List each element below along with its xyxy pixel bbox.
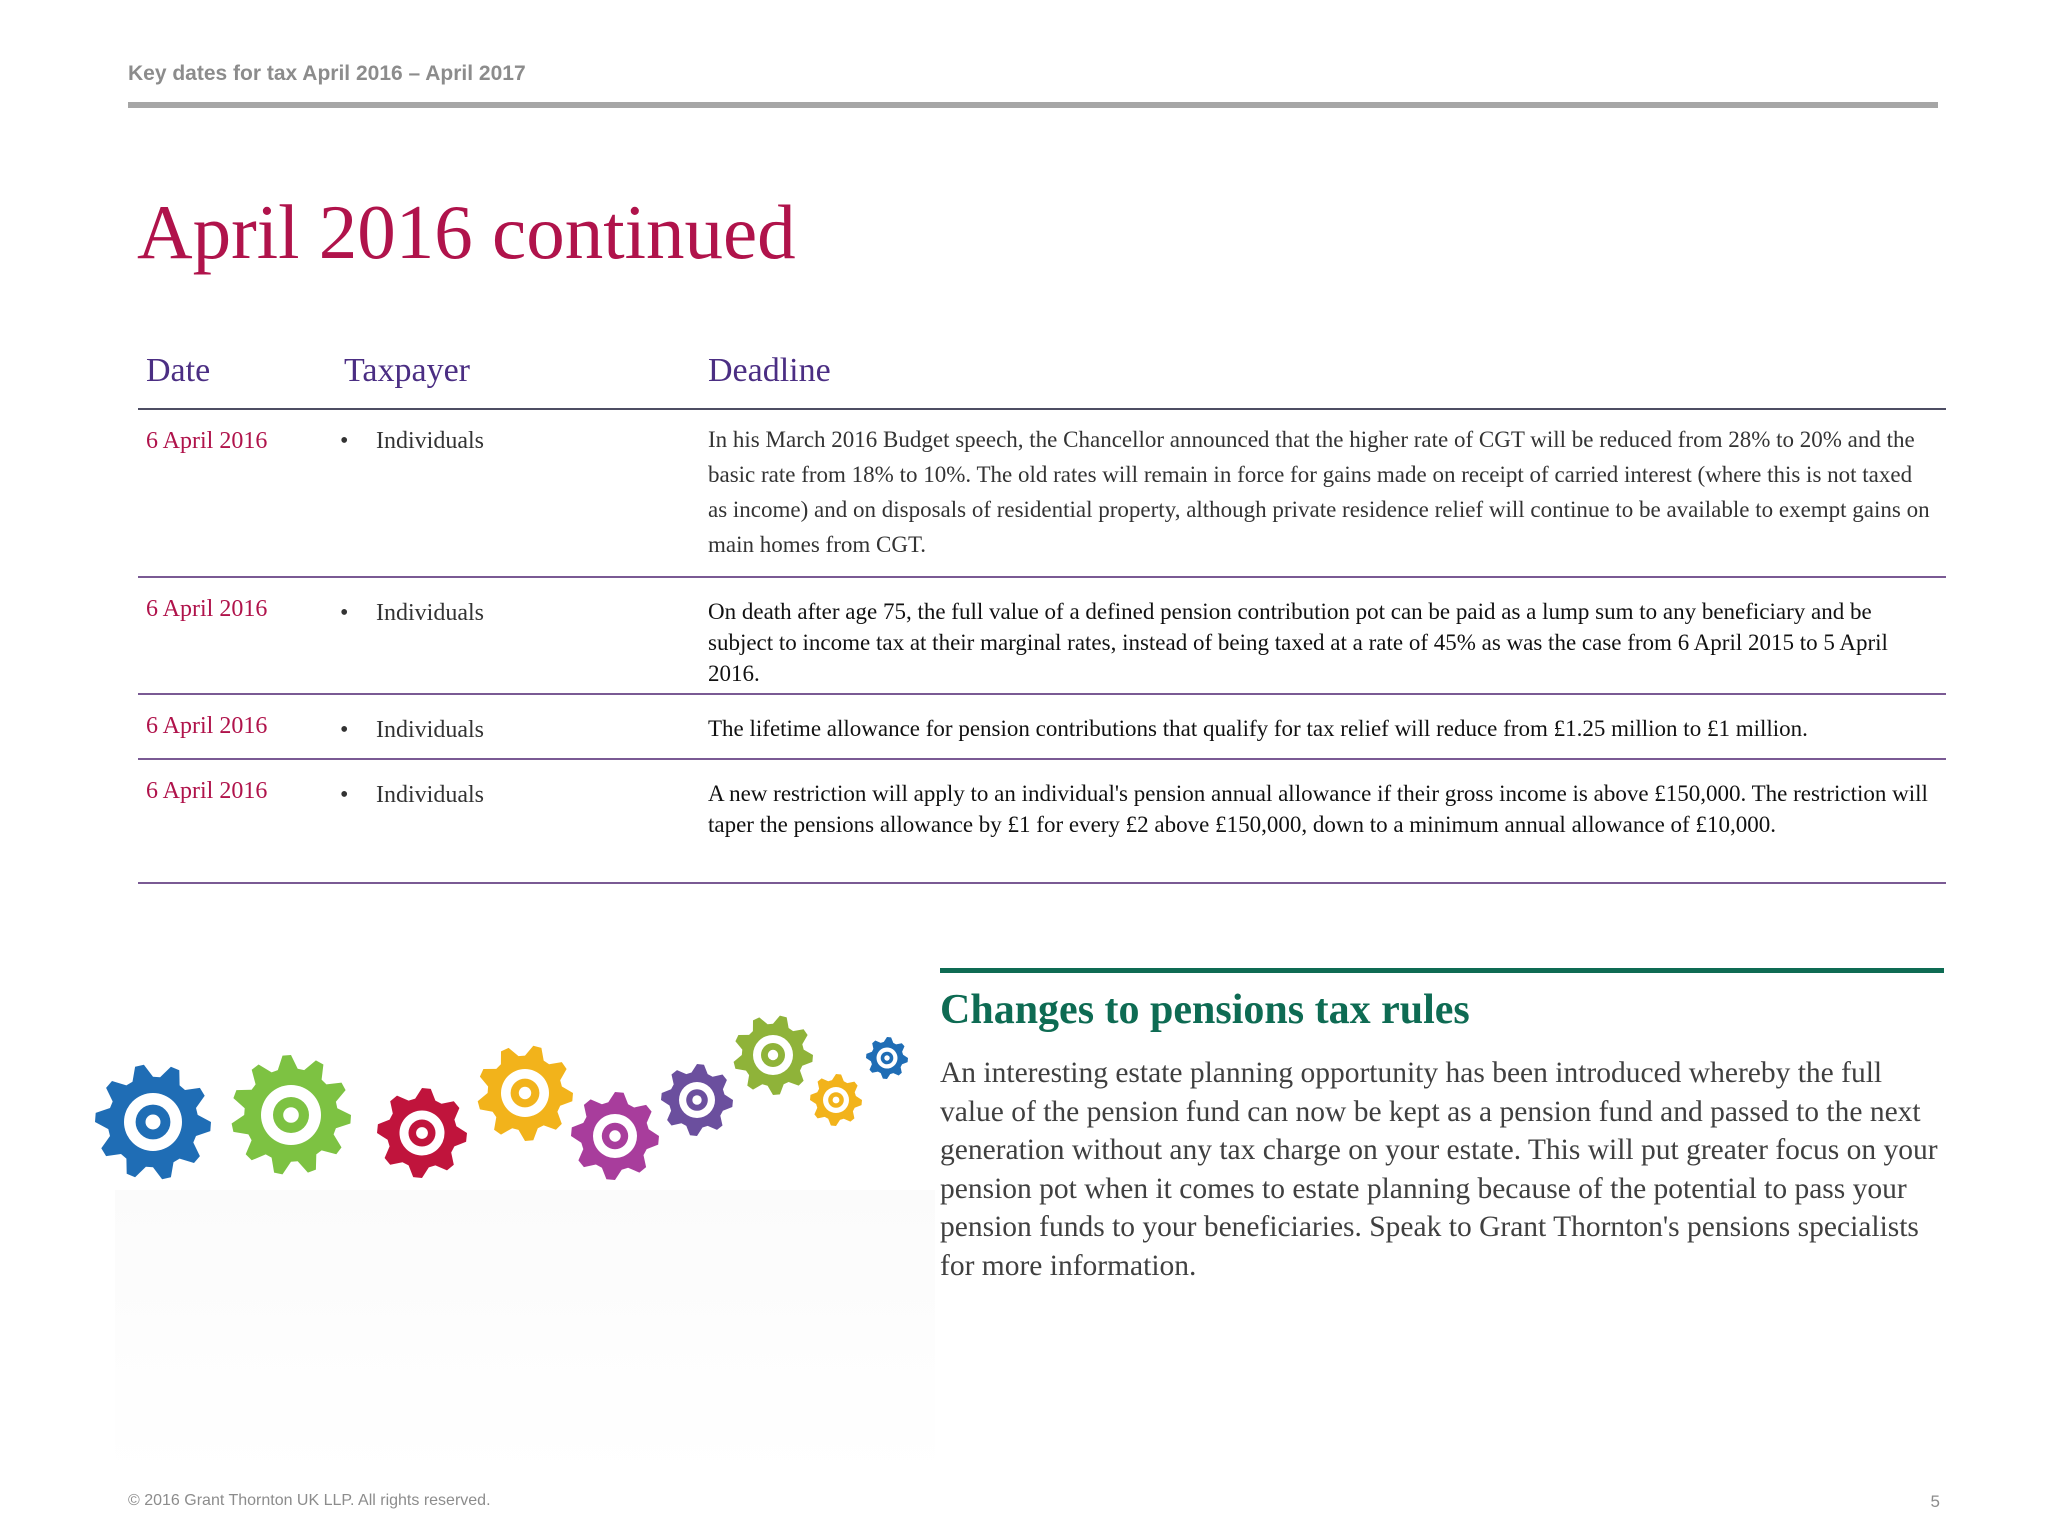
row-taxpayer <box>336 695 700 758</box>
row-deadline: In his March 2016 Budget speech, the Chancellor announced that the higher rate of CGT will be reduced from 28% to 20% and the basic rate from 18% to 10%. The old rates will remain in force for gains made on receipt of carried interest (where this is not taxed as income) and on disposals of residential property, although private residence relief will continue to be available to exempt gains on main homes from CGT. <box>708 427 1930 557</box>
gear-icon <box>661 1064 733 1136</box>
taxpayer-label: Individuals <box>376 717 484 743</box>
gear-icon <box>866 1037 908 1079</box>
taxpayer-label: Individuals <box>376 428 484 454</box>
row-deadline: A new restriction will apply to an individual's pension annual allowance if their gross income is above £150,000. The restriction will taper the pensions allowance by £1 for every £2 above £150,000, down to a minimum annual allowance of £10,000. <box>708 781 1928 837</box>
bullet-icon: • <box>340 600 349 626</box>
gear-icon <box>377 1088 467 1178</box>
gear-icon <box>95 1065 211 1180</box>
sidebar-body: An interesting estate planning opportunity has been introduced whereby the full value of the pension fund can now be kept as a pension fund and passed to the next generation without any tax charge on your estate. This will put greater focus on your pension pot when it comes to estate planning because of the potential to pass your pension funds to your beneficiaries. Speak to Grant Thornton's pensions specialists for more information. <box>940 1057 1938 1282</box>
row-taxpayer <box>336 578 700 693</box>
row-date: 6 April 2016 <box>146 596 268 622</box>
gear-icon <box>571 1092 659 1180</box>
row-date: 6 April 2016 <box>146 713 268 739</box>
gears-icon <box>85 990 915 1250</box>
bullet-icon: • <box>340 428 349 454</box>
key-dates-table <box>138 345 1946 884</box>
footer-copyright: © 2016 Grant Thornton UK LLP. All rights reserved. <box>128 1492 491 1509</box>
sidebar-rule <box>940 968 1944 973</box>
taxpayer-label: Individuals <box>376 782 484 808</box>
column-header-taxpayer: Taxpayer <box>344 352 470 389</box>
table-row <box>138 695 1946 760</box>
gear-icon <box>232 1055 351 1174</box>
gear-icon <box>478 1046 573 1141</box>
taxpayer-label: Individuals <box>376 600 484 626</box>
row-date: 6 April 2016 <box>146 428 268 454</box>
bullet-icon: • <box>340 717 349 743</box>
document-header: Key dates for tax April 2016 – April 2017 <box>128 62 526 85</box>
sidebar-title: Changes to pensions tax rules <box>940 987 1470 1033</box>
row-date: 6 April 2016 <box>146 778 268 804</box>
column-header-date: Date <box>146 352 211 389</box>
table-row <box>138 578 1946 695</box>
table-row <box>138 760 1946 884</box>
row-taxpayer <box>336 760 700 882</box>
table-header-row <box>138 345 1946 410</box>
header-rule <box>128 102 1938 108</box>
page-title: April 2016 continued <box>137 189 796 275</box>
column-header-deadline: Deadline <box>708 352 831 389</box>
row-deadline: On death after age 75, the full value of a defined pension contribution pot can be paid as a lump sum to any beneficiary and be subject to income tax at their marginal rates, instead of being taxed at a rate of 45% as was the case from 6 April 2015 to 5 April 2016. <box>708 599 1888 686</box>
gear-icon <box>810 1074 862 1126</box>
table-row <box>138 410 1946 578</box>
bullet-icon: • <box>340 782 349 808</box>
page-number: 5 <box>1930 1492 1940 1511</box>
row-taxpayer <box>336 410 700 576</box>
row-deadline: The lifetime allowance for pension contributions that qualify for tax relief will reduce from £1.25 million to £1 million. <box>708 716 1808 741</box>
gear-icon <box>734 1016 813 1095</box>
